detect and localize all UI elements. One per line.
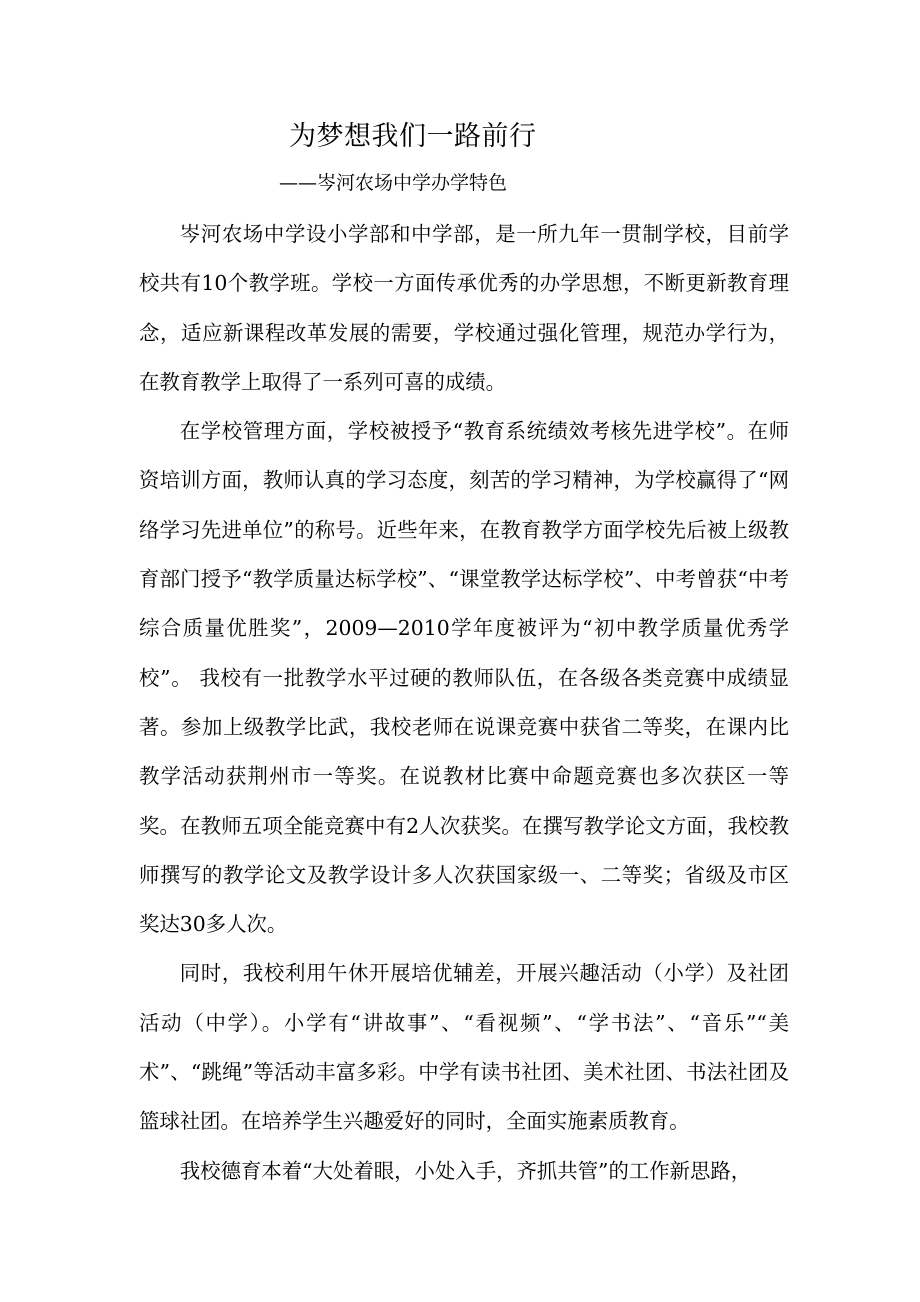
document-subtitle: ——岑河农场中学办学特色 bbox=[279, 172, 508, 194]
document-body bbox=[139, 210, 789, 1196]
paragraph: 同时，我校利用午休开展培优辅差，开展兴趣活动（小学）及社团活动（中学）。小学有“讲故事”、“看视频”、“学书法”、“音乐”“美术”、“跳绳”等活动丰富多彩。中学有读书社团、美术社团、书法社团及篮球社团。在培养学生兴趣爱好的同时，全面实施素质教育。 bbox=[139, 961, 789, 1134]
paragraph: 岑河农场中学设小学部和中学部，是一所九年一贯制学校，目前学校共有10个教学班。学校一方面传承优秀的办学思想，不断更新教育理念，适应新课程改革发展的需要，学校通过强化管理，规范办学行为，在教育教学上取得了一系列可喜的成绩。 bbox=[139, 222, 789, 394]
document-title: 为梦想我们一路前行 bbox=[289, 121, 537, 152]
paragraph: 我校德育本着“大处着眼，小处入手，齐抓共管”的工作新思路， bbox=[179, 1158, 752, 1183]
paragraph: 在学校管理方面，学校被授予“教育系统绩效考核先进学校”。在师资培训方面，教师认真的学习态度，刻苦的学习精神，为学校赢得了“网络学习先进单位”的称号。近些年来，在教育教学方面学校先后被上级教育部门授予“教学质量达标学校”、“课堂教学达标学校”、中考曾获“中考综合质量优胜奖”，2009—2010学年度被评为“初中教学质量优秀学校”。 我校有一批教学水平过硬的教师队伍，在各级各类竞赛中成绩显著。参加上级教学比武，我校老师在说课竞赛中获省二等奖，在课内比教学活动获荆州市一等奖。在说教材比赛中命题竞赛也多次获区一等奖。在教师五项全能竞赛中有2人次获奖。在撰写教学论文方面，我校教师撰写的教学论文及教学设计多人次获国家级一、二等奖；省级及市区奖达30多人次。 bbox=[139, 419, 789, 937]
